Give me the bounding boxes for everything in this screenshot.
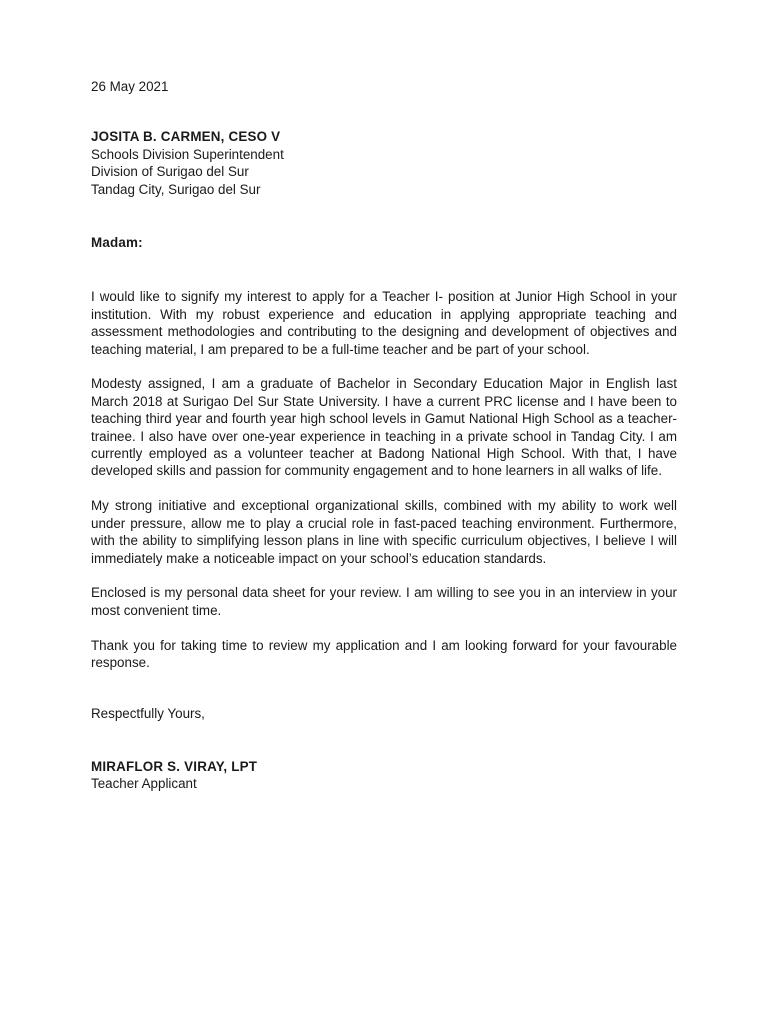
addressee-block [91,128,677,198]
signer-name: MIRAFLOR S. VIRAY, LPT [91,758,258,774]
signer-title: Teacher Applicant [91,776,197,792]
body-paragraph: Thank you for taking time to review my application and I am looking forward for your favourable response. [91,637,677,670]
addressee-city: Tandag City, Surigao del Sur [91,181,261,197]
body-paragraph: I would like to signify my interest to apply for a Teacher I- position at Junior High School in your institution. With my robust experience and education in applying appropriate teaching and assessment methodologies and contributing to the designing and development of objectives and teaching material, I am prepared to be a full-time teacher and be part of your school. [91,289,677,357]
letter-page [91,78,677,793]
body-paragraph: Modesty assigned, I am a graduate of Bachelor in Secondary Education Major in English last March 2018 at Surigao Del Sur State University. I have a current PRC license and I have been to teaching third year and fourth year high school levels in Gamut National High School as a teacher-trainee. I also have over one-year experience in teaching in a private school in Tandag City. I am currently employed as a volunteer teacher at Badong National High School. With that, I have developed skills and passion for community engagement and to hone learners in all walks of life. [91,376,677,479]
signature-block [91,758,677,793]
addressee-division: Division of Surigao del Sur [91,164,249,180]
closing: Respectfully Yours, [91,706,205,722]
addressee-name: JOSITA B. CARMEN, CESO V [91,129,281,145]
body-paragraph: Enclosed is my personal data sheet for your review. I am willing to see you in an interview in your most convenient time. [91,585,677,618]
letter-date: 26 May 2021 [91,79,169,94]
body-paragraph: My strong initiative and exceptional organizational skills, combined with my ability to work well under pressure, allow me to play a crucial role in fast-paced teaching environment. Furthermore, with the ability to simplifying lesson plans in line with specific curriculum objectives, I believe I will immediately make a noticeable impact on your school’s education standards. [91,498,677,566]
addressee-title: Schools Division Superintendent [91,146,284,162]
salutation: Madam: [91,235,143,251]
letter-body [91,288,677,671]
